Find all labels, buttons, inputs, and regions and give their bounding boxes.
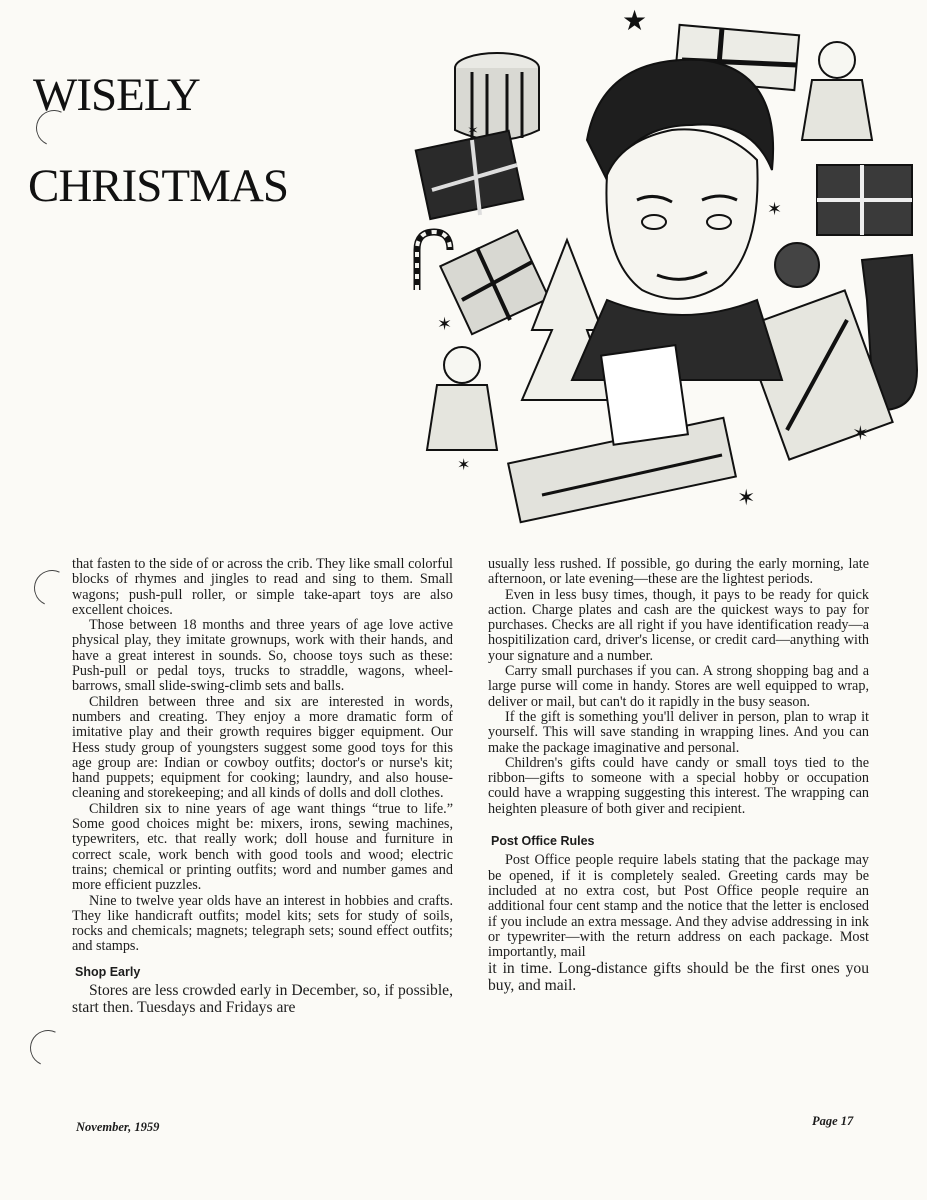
paragraph: If the gift is something you'll deliver in person, plan to wrap it yourself. This will save standing in wrapping lines. And you can make the package imaginative and personal. (488, 708, 869, 756)
shop-early-heading: Shop Early (75, 964, 141, 979)
gift-box-icon (416, 131, 523, 219)
post-office-heading: Post Office Rules (491, 834, 595, 849)
paragraph: Stores are less crowded early in December, so, if possible, start then. Tuesdays and Fridays are (72, 982, 453, 1017)
paragraph: Nine to twelve year olds have an interest in hobbies and crafts. They like handicraft outfits; model kits; sets for study of soils, rocks and chemicals; magnets; telegraph sets; sound effect outfits; and stamps. (72, 892, 453, 955)
paragraph: Children between three and six are interested in words, numbers and creating. They enjoy a more dramatic form of imitative play and their growth requires bigger equipment. Our Hess study group of youngsters suggest some good toys for this age group are: Indian or cowboy outfits; doctor's or nurse's kit; hand puppets; equipment for cooking; laundry, and also house-cleaning and storekeeping; and all kinds of dolls and doll clothes. (72, 693, 453, 802)
svg-text:★: ★ (622, 6, 648, 37)
paragraph: that fasten to the side of or across the crib. They like small colorful blocks of rhymes and jingles to read and sing to them. Small wagons; push-pull roller, or simple take-apart toys are also excellent choices. (72, 556, 453, 618)
paragraph: it in time. Long-distance gifts should be the first ones you buy, and mail. (488, 960, 869, 995)
right-column (488, 557, 869, 994)
footer-page-number: Page 17 (812, 1114, 854, 1128)
svg-text:✶: ✶ (467, 124, 479, 139)
paragraph: Post Office people require labels stating that the package may be opened, if it is completely sealed. Greeting cards may be included at no extra cost, but Post Office people require an additional four cent stamp and the notice that the letter is enclosed if you include an extra message. And they advise addressing in ink or typewriter—with the return address on each package. Most importantly, mail (488, 852, 869, 961)
angel-doll-icon (427, 347, 497, 450)
paragraph: Carry small purchases if you can. A strong shopping bag and a large purse will come in handy. Stores are well equipped to wrap, deliver or mail, but can't do it rapidly in the busy season. (488, 663, 869, 710)
svg-text:✶: ✶ (457, 457, 471, 474)
title-line-2: CHRISTMAS (28, 160, 289, 212)
paragraph: Children's gifts could have candy or small toys tied to the ribbon—gifts to someone with a special hobby or occupation could have a wrapping suggesting this interest. The wrapping can heighten pleasure of both giver and recipient. (488, 754, 869, 817)
hole-punch-mark (29, 565, 75, 611)
christmas-illustration (392, 0, 927, 530)
gift-box-icon (440, 230, 549, 334)
title-line-1: WISELY (33, 69, 200, 121)
candy-cane-icon (417, 232, 450, 290)
gift-box-icon (817, 165, 912, 235)
hole-punch-mark (25, 1025, 71, 1071)
ornament-icon (775, 243, 819, 287)
svg-text:✶: ✶ (852, 423, 869, 445)
svg-text:✶: ✶ (437, 314, 453, 334)
svg-text:✶: ✶ (737, 485, 756, 510)
paragraph: Those between 18 months and three years of age love active physical play, they imitate grownups, work with their hands, and have a great interest in sounds. So, choose toys such as these: Push-pull or pedal toys, trucks to straddle, wagons, wheel-barrows, small slide-swing-climb sets and balls. (72, 617, 453, 695)
left-column (72, 557, 453, 1016)
angel-doll-icon (802, 42, 872, 140)
footer-date: November, 1959 (76, 1120, 160, 1134)
svg-text:✶: ✶ (767, 199, 783, 219)
paragraph: Children six to nine years of age want things “true to life.” Some good choices might be: mixers, irons, sewing machines, typewriters, etc. that really work; doll house and furniture in correct scale, work bench with good tools and wood; electric trains; chemical or printing outfits; word and number games and more efficient puzzles. (72, 800, 453, 894)
paragraph: usually less rushed. If possible, go during the early morning, late afternoon, or late evening—these are the lightest periods. (488, 556, 869, 588)
paragraph: Even in less busy times, though, it pays to be ready for quick action. Charge plates and cash are the quickest ways to pay for purchases. Checks are all right if you have identification ready—a hospitilization card, driver's license, or credit card—anything with your signature and a number. (488, 586, 869, 664)
